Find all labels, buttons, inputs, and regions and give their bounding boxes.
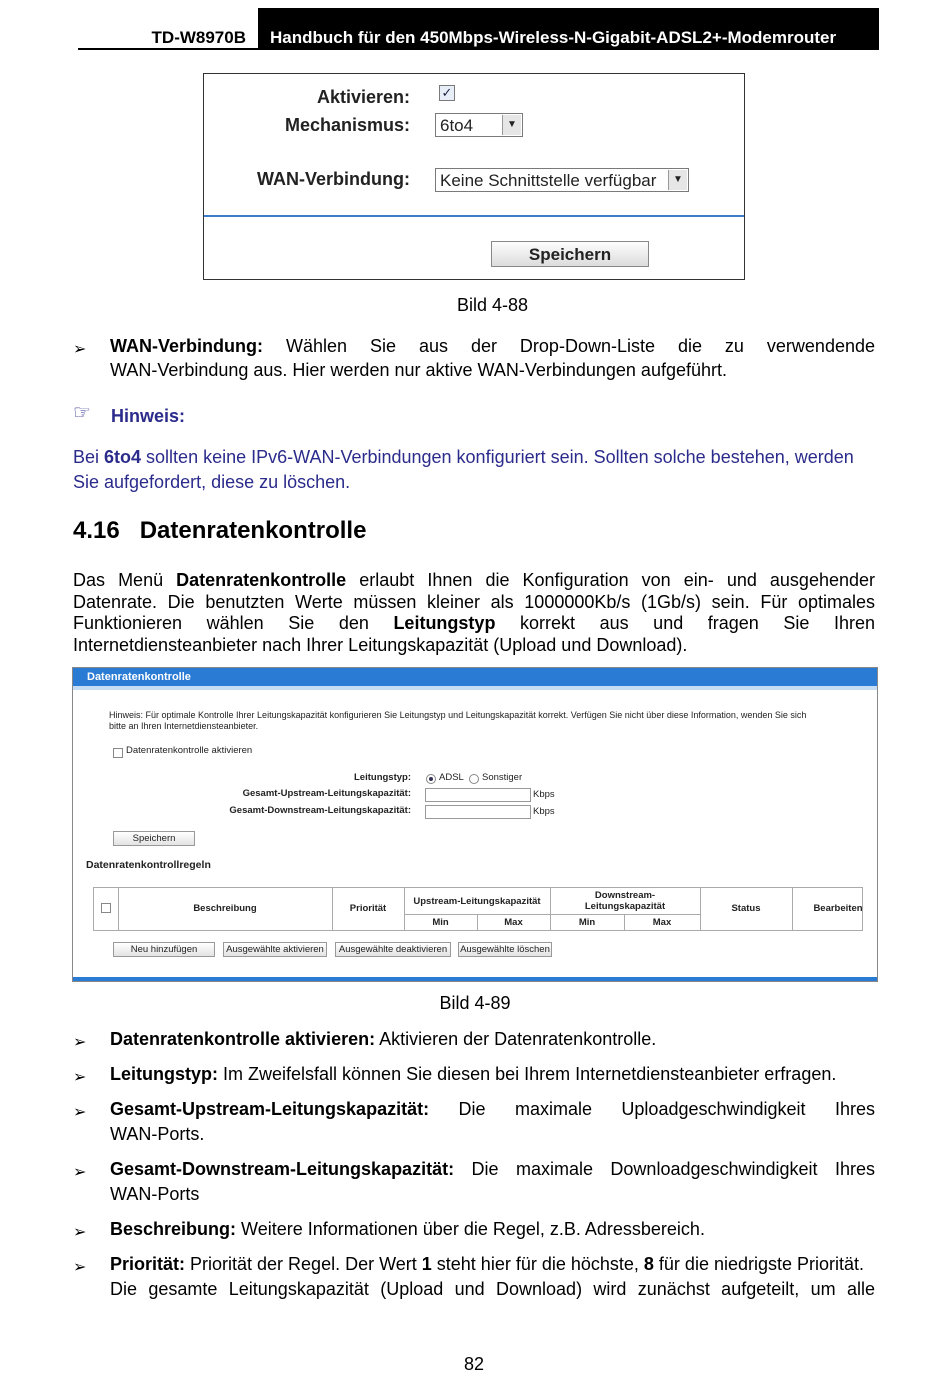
pointing-hand-icon: ☞ (73, 402, 91, 424)
intro-text: korrekt aus und fragen Sie Ihren (495, 613, 876, 633)
bullet-arrow-icon: ➢ (73, 1069, 87, 1086)
intro-text: Das Menü (73, 570, 177, 590)
col-up-min: Min (432, 917, 449, 928)
wan-bullet-line1 (110, 334, 875, 359)
figure-6to4-settings (203, 73, 745, 280)
col-down-1: Downstream- (594, 890, 656, 901)
wan-connection-value: Keine Schnittstelle verfügbar (440, 171, 657, 190)
figure-caption: Bild 4-89 (439, 993, 511, 1013)
panel-title: Datenratenkontrolle (73, 668, 877, 686)
figure-rate-control (72, 667, 878, 982)
bullet-text: Priorität der Regel. Der Wert (185, 1254, 422, 1274)
info-line1: Hinweis: Für optimale Kontrolle Ihrer Leitungskapazität konfigurieren Sie Leitungstyp und Leitungskapazität korrekt. Verfügen Sie nicht über diese Information, wenden Sie sich (109, 710, 807, 720)
bullet-upstream (110, 1097, 875, 1122)
rules-table (93, 887, 863, 931)
mechanism-value: 6to4 (440, 116, 474, 135)
save-button[interactable]: Speichern (113, 831, 195, 846)
enable-label: Datenratenkontrolle aktivieren (126, 745, 253, 756)
bullet-downstream-line2: WAN-Ports (110, 1184, 200, 1204)
subheader-divider (404, 914, 700, 915)
bullet-term: Datenratenkontrolle aktivieren: (110, 1029, 376, 1049)
panel-title-underline (73, 686, 877, 690)
bullet-arrow-icon: ➢ (73, 1104, 87, 1121)
header-model: TD-W8970B (78, 8, 258, 50)
note-rest: sollten keine IPv6-WAN-Verbindungen konfiguriert sein. Sollten solche bestehen, werden (141, 447, 854, 467)
wan-bullet-term: WAN-Verbindung: (110, 336, 263, 356)
intro-line1 (73, 570, 875, 592)
note-line1 (73, 445, 875, 469)
mechanism-select[interactable] (435, 113, 523, 137)
radio-other-label: Sonstiger (482, 772, 523, 783)
enable-checkbox[interactable] (113, 748, 123, 758)
bullet-linetype (110, 1062, 836, 1087)
section-heading (73, 517, 366, 545)
bullet-priority (110, 1252, 864, 1277)
note-line2: Sie aufgefordert, diese zu löschen. (73, 472, 351, 492)
intro-text: erlaubt Ihnen die Konfiguration von ein- und ausgehender (346, 570, 875, 590)
page-number: 82 (463, 1354, 485, 1374)
wan-connection-label: WAN-Verbindung: (257, 169, 410, 189)
bullet-description (110, 1217, 705, 1242)
bullet-upstream-line2: WAN-Ports. (110, 1124, 205, 1144)
select-all-checkbox[interactable] (101, 903, 111, 913)
col-up: Upstream-Leitungskapazität (413, 896, 541, 907)
chevron-down-icon: ▼ (668, 170, 687, 190)
col-edit: Bearbeiten (813, 903, 863, 914)
note-pre: Bei (73, 447, 105, 467)
bullet-bold: 8 (643, 1254, 654, 1274)
add-rule-button[interactable]: Neu hinzufügen (113, 942, 215, 957)
bullet-term: Priorität: (110, 1254, 186, 1274)
intro-bold: Leitungstyp (393, 613, 496, 633)
downstream-unit: Kbps (533, 806, 555, 817)
bullet-term: Gesamt-Downstream-Leitungskapazität: (110, 1159, 455, 1179)
col-down-max: Max (652, 917, 672, 928)
bullet-arrow-icon: ➢ (73, 1164, 87, 1181)
intro-line3 (73, 613, 875, 635)
downstream-input[interactable] (425, 805, 531, 819)
bullet-text: Weitere Informationen über die Regel, z.B. Adressbereich. (236, 1219, 705, 1239)
intro-text: Funktionieren wählen Sie den (73, 613, 394, 633)
bullet-text: Die maximale Uploadgeschwindigkeit Ihres (429, 1099, 875, 1119)
bullet-text: steht hier für die höchste, (431, 1254, 644, 1274)
wan-connection-select[interactable] (435, 168, 689, 192)
rules-title: Datenratenkontrollregeln (86, 859, 211, 871)
bullet-bold: 1 (421, 1254, 432, 1274)
col-status: Status (731, 903, 761, 914)
upstream-unit: Kbps (533, 789, 555, 800)
radio-other[interactable] (469, 774, 479, 784)
note-bold: 6to4 (104, 447, 142, 467)
bullet-term: Beschreibung: (110, 1219, 237, 1239)
section-title: Datenratenkontrolle (139, 517, 367, 544)
activate-checkbox[interactable] (439, 85, 455, 101)
col-prio: Priorität (349, 903, 387, 914)
upstream-label: Gesamt-Upstream-Leitungskapazität: (242, 788, 411, 799)
wan-bullet-line2: WAN-Verbindung aus. Hier werden nur aktive WAN-Verbindungen aufgeführt. (110, 360, 727, 380)
intro-line4: Internetdiensteanbieter nach Ihrer Leitungskapazität (Upload und Download). (73, 635, 688, 655)
section-number: 4.16 (73, 517, 120, 544)
bullet-downstream (110, 1157, 875, 1182)
delete-selected-button[interactable]: Ausgewählte löschen (458, 942, 552, 957)
activate-label: Aktivieren: (316, 87, 410, 107)
bullet-arrow-icon: ➢ (73, 1224, 87, 1241)
header-title: Handbuch für den 450Mbps-Wireless-N-Gigabit-ADSL2+-Modemrouter (258, 8, 879, 50)
disable-selected-button[interactable]: Ausgewählte deaktivieren (335, 942, 451, 957)
mechanism-label: Mechanismus: (284, 115, 410, 135)
info-line2: bitte an Ihren Internetdiensteanbieter. (109, 721, 259, 731)
radio-adsl-label: ADSL (439, 772, 464, 783)
figure-caption: Bild 4-88 (456, 295, 529, 315)
col-down-2: Leitungskapazität (584, 901, 666, 912)
wan-bullet-text: Wählen Sie aus der Drop-Down-Liste die zu verwendende (285, 336, 875, 356)
col-down-min: Min (578, 917, 596, 928)
col-up-max: Max (504, 917, 523, 928)
intro-line2: Datenrate. Die benutzten Werte müssen kleiner als 1000000Kb/s (1Gb/s) sein. Für optimales (73, 592, 875, 612)
bullet-arrow-icon: ➢ (73, 1034, 87, 1051)
note-title: Hinweis: (111, 406, 186, 426)
bullet-text: für die niedrigste Priorität. (653, 1254, 865, 1274)
intro-bold: Datenratenkontrolle (176, 570, 347, 590)
bullet-priority-line2: Die gesamte Leitungskapazität (Upload und Download) wird zunächst aufgeteilt, um alle (110, 1279, 875, 1299)
bullet-arrow-icon: ➢ (73, 341, 87, 358)
col-desc: Beschreibung (193, 903, 257, 914)
bullet-term: Gesamt-Upstream-Leitungskapazität: (110, 1099, 430, 1119)
radio-adsl[interactable] (426, 774, 436, 784)
bullet-text: Aktivieren der Datenratenkontrolle. (375, 1029, 657, 1049)
downstream-label: Gesamt-Downstream-Leitungskapazität: (229, 805, 411, 816)
divider (204, 215, 744, 217)
bullet-text: Im Zweifelsfall können Sie diesen bei Ihrem Internetdiensteanbieter erfragen. (218, 1064, 837, 1084)
bullet-arrow-icon: ➢ (73, 1259, 87, 1276)
panel-bottom-bar (73, 977, 877, 981)
bullet-text: Die maximale Downloadgeschwindigkeit Ihres (454, 1159, 875, 1179)
checkmark-icon: ✓ (441, 85, 453, 100)
save-button[interactable]: Speichern (491, 241, 649, 267)
upstream-input[interactable] (425, 788, 531, 802)
bullet-enable (110, 1027, 656, 1052)
chevron-down-icon: ▼ (502, 115, 521, 135)
enable-selected-button[interactable]: Ausgewählte aktivieren (223, 942, 327, 957)
bullet-term: Leitungstyp: (110, 1064, 218, 1084)
linetype-label: Leitungstyp: (354, 772, 411, 783)
